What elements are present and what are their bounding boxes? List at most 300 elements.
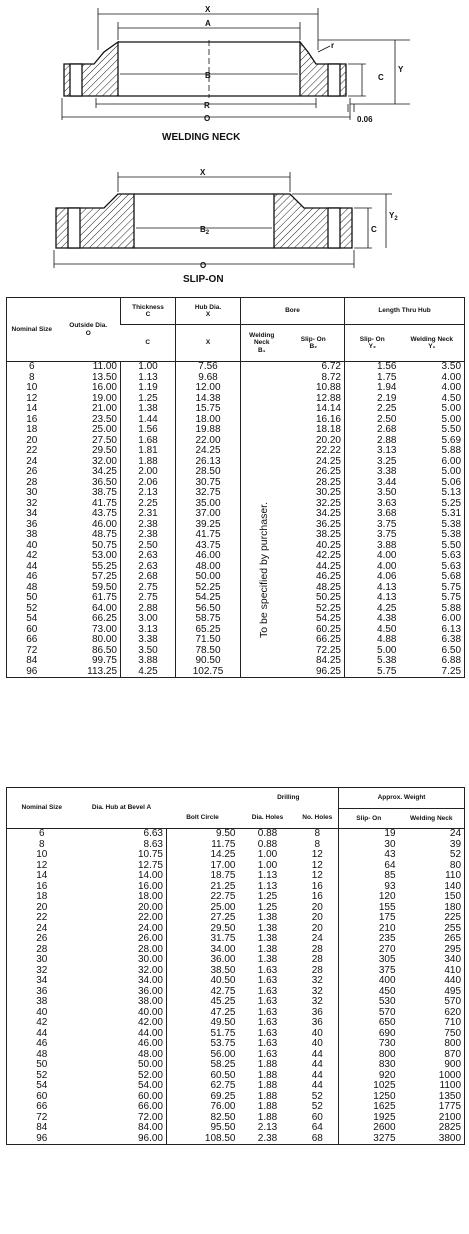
table-cell: 8: [38, 838, 45, 850]
table-cell: 4.50: [441, 392, 462, 404]
table-cell: 14: [26, 403, 38, 414]
table-cell: 46.00: [176, 551, 241, 562]
slip-on-drawing: [0, 160, 469, 285]
table-cell: [241, 436, 283, 447]
table-cell: 1350: [438, 1090, 462, 1102]
table-cell: 6.13: [441, 623, 462, 635]
table-row: [7, 997, 465, 1008]
table-cell: 1.88: [257, 1101, 278, 1112]
table-row: [7, 829, 465, 840]
table-cell: 40.00: [137, 1006, 163, 1018]
table-cell: 54: [36, 1080, 48, 1091]
table-row: [7, 1102, 465, 1113]
col2-dia-holes: Dia. Holes: [239, 808, 297, 829]
table-cell: 4.06: [345, 572, 400, 583]
table-cell: 45.25: [167, 997, 239, 1008]
table-cell: 5.38: [441, 529, 462, 540]
table-cell: 340: [444, 954, 462, 965]
table-cell: 38.50: [167, 966, 239, 977]
table-cell: 80.00: [91, 634, 117, 645]
table-cell: 3.38: [121, 635, 176, 646]
table-cell: 400: [339, 976, 399, 987]
table-cell: 44: [26, 560, 38, 572]
table-cell: 24: [449, 828, 462, 839]
table-cell: 12: [26, 392, 38, 404]
table-cell: 10: [26, 382, 38, 393]
table-cell: 60.00: [137, 1090, 163, 1102]
table-cell: 3.88: [121, 656, 176, 667]
table-cell: 6.88: [441, 655, 462, 666]
dim-x-label: X: [205, 5, 211, 14]
table-cell: 5.50: [441, 539, 462, 551]
col2-weight-so: Slip- On: [339, 808, 399, 829]
table-cell: 6: [28, 361, 35, 372]
table-cell: 47.25: [167, 1008, 239, 1019]
col-outside-dia: Outside Dia. O: [57, 298, 121, 362]
table-cell: 36: [311, 1017, 323, 1028]
table-cell: 17.00: [167, 861, 239, 872]
table-cell: 40.25: [315, 539, 341, 551]
table-cell: 52.25: [315, 602, 341, 614]
table-cell: 16: [36, 880, 48, 892]
table-cell: 1.25: [257, 891, 278, 902]
table-cell: 5.38: [441, 518, 462, 530]
table-cell: 24.25: [315, 455, 341, 467]
dimensions-table: [6, 297, 465, 678]
table-cell: 710: [444, 1017, 462, 1028]
table-cell: 14.38: [176, 394, 241, 405]
table-row: [7, 488, 465, 499]
table-cell: 50.00: [137, 1059, 163, 1070]
table-cell: 150: [444, 891, 462, 902]
table-cell: 14.25: [167, 850, 239, 861]
table-cell: 270: [339, 945, 399, 956]
table-cell: 1.38: [257, 943, 278, 955]
table-cell: 48.25: [315, 581, 341, 593]
table-cell: 450: [339, 987, 399, 998]
table-row: [7, 1123, 465, 1134]
table-cell: 6.00: [441, 455, 462, 467]
table-cell: 5.31: [441, 508, 462, 519]
table-cell: 1.13: [121, 373, 176, 384]
table-cell: 140: [444, 880, 462, 892]
table-cell: 41.75: [91, 497, 117, 509]
table-cell: 60.25: [315, 623, 341, 635]
dim-a-label: A: [205, 19, 211, 28]
table-cell: 72: [36, 1111, 48, 1123]
table-cell: 16: [26, 413, 38, 425]
table-cell: 84: [36, 1122, 48, 1133]
dim-o-label-2: O: [200, 261, 207, 270]
table-cell: 570: [444, 996, 462, 1007]
table-cell: 1.88: [257, 1059, 278, 1070]
table-row: [7, 656, 465, 667]
table-cell: 46.25: [315, 571, 341, 582]
table-cell: 53.75: [167, 1039, 239, 1050]
table-cell: 40: [311, 1038, 323, 1049]
table-cell: 1.38: [257, 912, 278, 923]
dim-y-label: Y: [398, 65, 404, 74]
table-cell: [241, 656, 283, 667]
table-cell: 66.25: [315, 634, 341, 645]
table-cell: 56.00: [167, 1050, 239, 1061]
table-cell: 52: [311, 1101, 323, 1112]
table-row: [7, 976, 465, 987]
table-cell: 96: [36, 1132, 48, 1144]
table-cell: 28: [26, 476, 38, 488]
table-cell: 6: [38, 828, 45, 839]
table-cell: 22.00: [137, 912, 163, 923]
col-len-wn: Welding Neck Y₁: [400, 325, 465, 362]
table-cell: 180: [444, 901, 462, 913]
table-cell: 800: [339, 1050, 399, 1061]
table-cell: 920: [339, 1071, 399, 1082]
table-row: [7, 1018, 465, 1029]
table-cell: 1.63: [257, 1006, 278, 1018]
table-cell: 1.68: [121, 436, 176, 447]
table-cell: 95.50: [167, 1123, 239, 1134]
table-cell: 5.75: [345, 667, 400, 678]
table-cell: 72.00: [137, 1111, 163, 1123]
table-cell: 36.25: [315, 518, 341, 530]
table-cell: 40.50: [167, 976, 239, 987]
table-cell: 24: [26, 455, 38, 467]
table-cell: 32.00: [91, 455, 117, 467]
table-cell: 5.00: [345, 646, 400, 657]
table-cell: 39.25: [176, 520, 241, 531]
table-cell: 3.50: [345, 488, 400, 499]
table-cell: 10.88: [315, 382, 341, 393]
table-cell: 1.25: [257, 901, 278, 913]
dim-r-label: R: [204, 101, 210, 110]
table-cell: 1.63: [257, 985, 278, 997]
table-cell: 37.00: [176, 509, 241, 520]
table-cell: 3.00: [121, 614, 176, 625]
table-cell: 73.00: [91, 623, 117, 635]
table-cell: 410: [444, 964, 462, 976]
table-cell: 5.63: [441, 550, 462, 561]
table-cell: 110: [445, 870, 462, 881]
table-cell: 1.88: [257, 1090, 278, 1102]
table-cell: 56.50: [176, 604, 241, 615]
table-cell: 5.00: [441, 413, 462, 425]
col-thickness-c: C: [121, 325, 176, 362]
table-cell: 48: [36, 1048, 48, 1060]
table-cell: 46.00: [137, 1038, 163, 1049]
table-cell: [241, 667, 283, 678]
table-row: [7, 593, 465, 604]
table-cell: 5.75: [441, 581, 462, 593]
col2-weight: Approx. Weight: [339, 788, 465, 809]
table-cell: 18.00: [176, 415, 241, 426]
table-cell: 23.50: [91, 413, 117, 425]
table-cell: 44.25: [315, 560, 341, 572]
table-cell: [241, 415, 283, 426]
table-cell: 9.68: [176, 373, 241, 384]
table-cell: 52: [26, 602, 38, 614]
table-cell: 1.56: [345, 362, 400, 373]
table-cell: 54: [26, 613, 38, 624]
table-cell: 34.25: [315, 508, 341, 519]
table-cell: 54.25: [315, 613, 341, 624]
table-cell: 72.25: [315, 644, 341, 656]
table-cell: 1.38: [121, 404, 176, 415]
table-cell: 2.38: [257, 1132, 278, 1144]
table-cell: 68: [311, 1132, 323, 1144]
table-cell: 375: [339, 966, 399, 977]
table-cell: 570: [339, 1008, 399, 1019]
table-cell: 55.25: [91, 560, 117, 572]
table-cell: 50: [36, 1059, 48, 1070]
table-cell: 2.13: [257, 1122, 278, 1133]
table-cell: 225: [444, 912, 462, 923]
table-cell: 1625: [339, 1102, 399, 1113]
table-cell: 25.00: [91, 424, 117, 435]
table-row: [7, 1060, 465, 1071]
table-cell: 2600: [339, 1123, 399, 1134]
table-cell: 30: [26, 487, 38, 498]
table-cell: 38: [36, 996, 48, 1007]
dim-fillet-label: r: [331, 41, 335, 50]
table-cell: 5.63: [441, 560, 462, 572]
table-cell: 28: [311, 964, 323, 976]
table-cell: 2.25: [121, 499, 176, 510]
table-cell: 58.25: [167, 1060, 239, 1071]
drilling-table: [6, 787, 465, 1145]
table-cell: 8: [314, 828, 321, 839]
table-cell: 1.00: [257, 859, 278, 871]
table-cell: 8: [28, 371, 35, 383]
table-cell: 0.88: [257, 828, 278, 839]
dim-b-label: B: [205, 71, 211, 80]
table-cell: 18.18: [315, 424, 341, 435]
table-cell: 155: [339, 903, 399, 914]
table-cell: 50.75: [91, 539, 117, 551]
table-cell: 1775: [438, 1101, 462, 1112]
table-cell: 26.00: [137, 933, 163, 944]
table-cell: 102.75: [176, 667, 241, 678]
table-cell: 32: [311, 975, 323, 986]
col-bore: Bore: [241, 298, 345, 325]
table-cell: 3.63: [345, 499, 400, 510]
table-cell: [241, 467, 283, 478]
table-cell: 3.25: [345, 457, 400, 468]
table-cell: 3.38: [345, 467, 400, 478]
table-cell: 2.50: [345, 415, 400, 426]
table-cell: 26.25: [315, 466, 341, 477]
table-row: [7, 1039, 465, 1050]
table-cell: 440: [444, 975, 462, 986]
table-cell: 1.81: [121, 446, 176, 457]
table-cell: 3.50: [441, 361, 462, 372]
table-cell: 530: [339, 997, 399, 1008]
table-cell: 36: [311, 1006, 323, 1018]
table-cell: 3.68: [345, 509, 400, 520]
table-cell: 32.25: [315, 497, 341, 509]
table-cell: 7.25: [441, 665, 462, 677]
table-cell: 13.50: [91, 371, 117, 383]
table-cell: 2.13: [121, 488, 176, 499]
table-cell: 53.00: [91, 550, 117, 561]
col2-weight-wn: Welding Neck: [399, 808, 465, 829]
welding-neck-section: [64, 40, 346, 98]
table-cell: 44: [36, 1027, 48, 1039]
table-cell: 11.75: [167, 840, 239, 851]
table-cell: 1.38: [257, 922, 278, 934]
welding-neck-caption: WELDING NECK: [162, 132, 241, 143]
table-cell: 690: [339, 1029, 399, 1040]
table-cell: 64.00: [91, 602, 117, 614]
table-cell: 12: [311, 849, 323, 860]
table-cell: 96: [26, 665, 38, 677]
table-cell: 26: [36, 933, 48, 944]
table-cell: 59.50: [91, 581, 117, 593]
table-cell: 730: [339, 1039, 399, 1050]
table-cell: 1.88: [121, 457, 176, 468]
table-cell: 4.38: [345, 614, 400, 625]
table-cell: 2.75: [121, 593, 176, 604]
table-cell: 16.00: [91, 382, 117, 393]
table-cell: 22.00: [176, 436, 241, 447]
table-cell: [241, 383, 283, 394]
table-cell: 32.75: [176, 488, 241, 499]
table-cell: 44.00: [137, 1027, 163, 1039]
table-cell: 2.75: [121, 583, 176, 594]
table-cell: 84: [26, 655, 38, 666]
table-cell: 30: [36, 954, 48, 965]
table-cell: 82.50: [167, 1113, 239, 1124]
bore-note: To be specified by purchaser.: [258, 502, 270, 638]
slip-on-section: [56, 194, 352, 248]
dim-y2-label: $Y_2$: [389, 211, 398, 222]
table-cell: 36.50: [91, 476, 117, 488]
col-thickness: Thickness C: [121, 298, 176, 325]
table-cell: 69.25: [167, 1092, 239, 1103]
table-cell: 2.19: [345, 394, 400, 405]
table-cell: 108.50: [167, 1134, 239, 1145]
table-cell: 650: [339, 1018, 399, 1029]
table-cell: 48.00: [137, 1048, 163, 1060]
table-cell: 42: [26, 550, 38, 561]
table-cell: 295: [444, 943, 462, 955]
table-cell: 30.00: [137, 954, 163, 965]
table-cell: 66: [26, 634, 38, 645]
table-cell: 9.50: [167, 829, 239, 840]
table-cell: 1.63: [257, 1017, 278, 1028]
table-cell: 36.00: [167, 955, 239, 966]
table-cell: 5.00: [441, 403, 462, 414]
table-cell: 3.75: [345, 530, 400, 541]
table-cell: 8.72: [321, 371, 341, 383]
table-cell: 32.00: [137, 964, 163, 976]
table-cell: 1250: [339, 1092, 399, 1103]
table-cell: 1.63: [257, 1038, 278, 1049]
table-cell: 210: [339, 924, 399, 935]
table-cell: 78.50: [176, 646, 241, 657]
table-cell: 16: [311, 880, 323, 892]
table-cell: 52.25: [176, 583, 241, 594]
table-cell: 5.75: [441, 592, 462, 603]
table-cell: 2.88: [121, 604, 176, 615]
table-cell: 750: [444, 1027, 462, 1039]
table-cell: 72: [26, 644, 38, 656]
table-cell: 96.00: [137, 1132, 163, 1144]
table-cell: 66: [36, 1101, 48, 1112]
table-cell: 34.25: [91, 466, 117, 477]
table-cell: 32: [36, 964, 48, 976]
table-row: [7, 892, 465, 903]
table-cell: 14: [36, 870, 48, 881]
table-cell: 52: [36, 1069, 48, 1081]
table-cell: 36: [36, 985, 48, 997]
table-cell: 7.56: [176, 362, 241, 373]
table-cell: 19: [339, 829, 399, 840]
table-cell: 3.44: [345, 478, 400, 489]
table-cell: 1.88: [257, 1111, 278, 1123]
table-cell: 35.00: [176, 499, 241, 510]
table-cell: 66.00: [137, 1101, 163, 1112]
dim-x-label-2: X: [200, 168, 206, 177]
table-cell: 1.63: [257, 1027, 278, 1039]
table-row: [7, 614, 465, 625]
col-bore-wn: Welding Neck B₁: [241, 325, 283, 362]
table-cell: 16.16: [315, 413, 341, 425]
table-cell: 900: [444, 1059, 462, 1070]
col2-no-holes: No. Holes: [297, 808, 339, 829]
table-cell: [241, 425, 283, 436]
table-row: [7, 913, 465, 924]
table-cell: 4.13: [345, 583, 400, 594]
table-cell: 46.00: [91, 518, 117, 530]
table-cell: 30: [339, 840, 399, 851]
table-cell: 1.63: [257, 964, 278, 976]
table-cell: 3.88: [345, 541, 400, 552]
table-cell: 5.25: [441, 497, 462, 509]
dim-gap-label: 0.06: [357, 115, 373, 124]
table-cell: 24.00: [137, 922, 163, 934]
table-cell: [241, 457, 283, 468]
table-cell: 36: [26, 518, 38, 530]
dim-b2-label: $B_2$: [200, 225, 210, 236]
table-cell: 48.00: [176, 562, 241, 573]
table-cell: 2.25: [345, 404, 400, 415]
table-cell: 20: [36, 901, 48, 913]
table-cell: 10: [36, 849, 48, 860]
table-cell: 12.00: [176, 383, 241, 394]
table-row: [7, 509, 465, 520]
table-cell: 42: [36, 1017, 48, 1028]
table-cell: 15.75: [176, 404, 241, 415]
table-cell: 60: [36, 1090, 48, 1102]
table-cell: 4.00: [441, 382, 462, 393]
table-cell: 18: [36, 891, 48, 902]
table-cell: 57.25: [91, 571, 117, 582]
table-cell: 1.94: [345, 383, 400, 394]
table-cell: 42.25: [315, 550, 341, 561]
table-cell: 16.00: [137, 880, 163, 892]
col-hub-x: X: [176, 325, 241, 362]
table-cell: 54.00: [137, 1080, 163, 1091]
table-cell: 20: [311, 912, 323, 923]
table-cell: 2100: [438, 1111, 462, 1123]
table-cell: 52.00: [137, 1069, 163, 1081]
table-cell: 2.50: [121, 541, 176, 552]
table-cell: 16: [311, 891, 323, 902]
table-row: [7, 362, 465, 373]
table-cell: 40: [26, 539, 38, 551]
table-cell: 1.13: [257, 870, 278, 881]
table-cell: 41.75: [176, 530, 241, 541]
